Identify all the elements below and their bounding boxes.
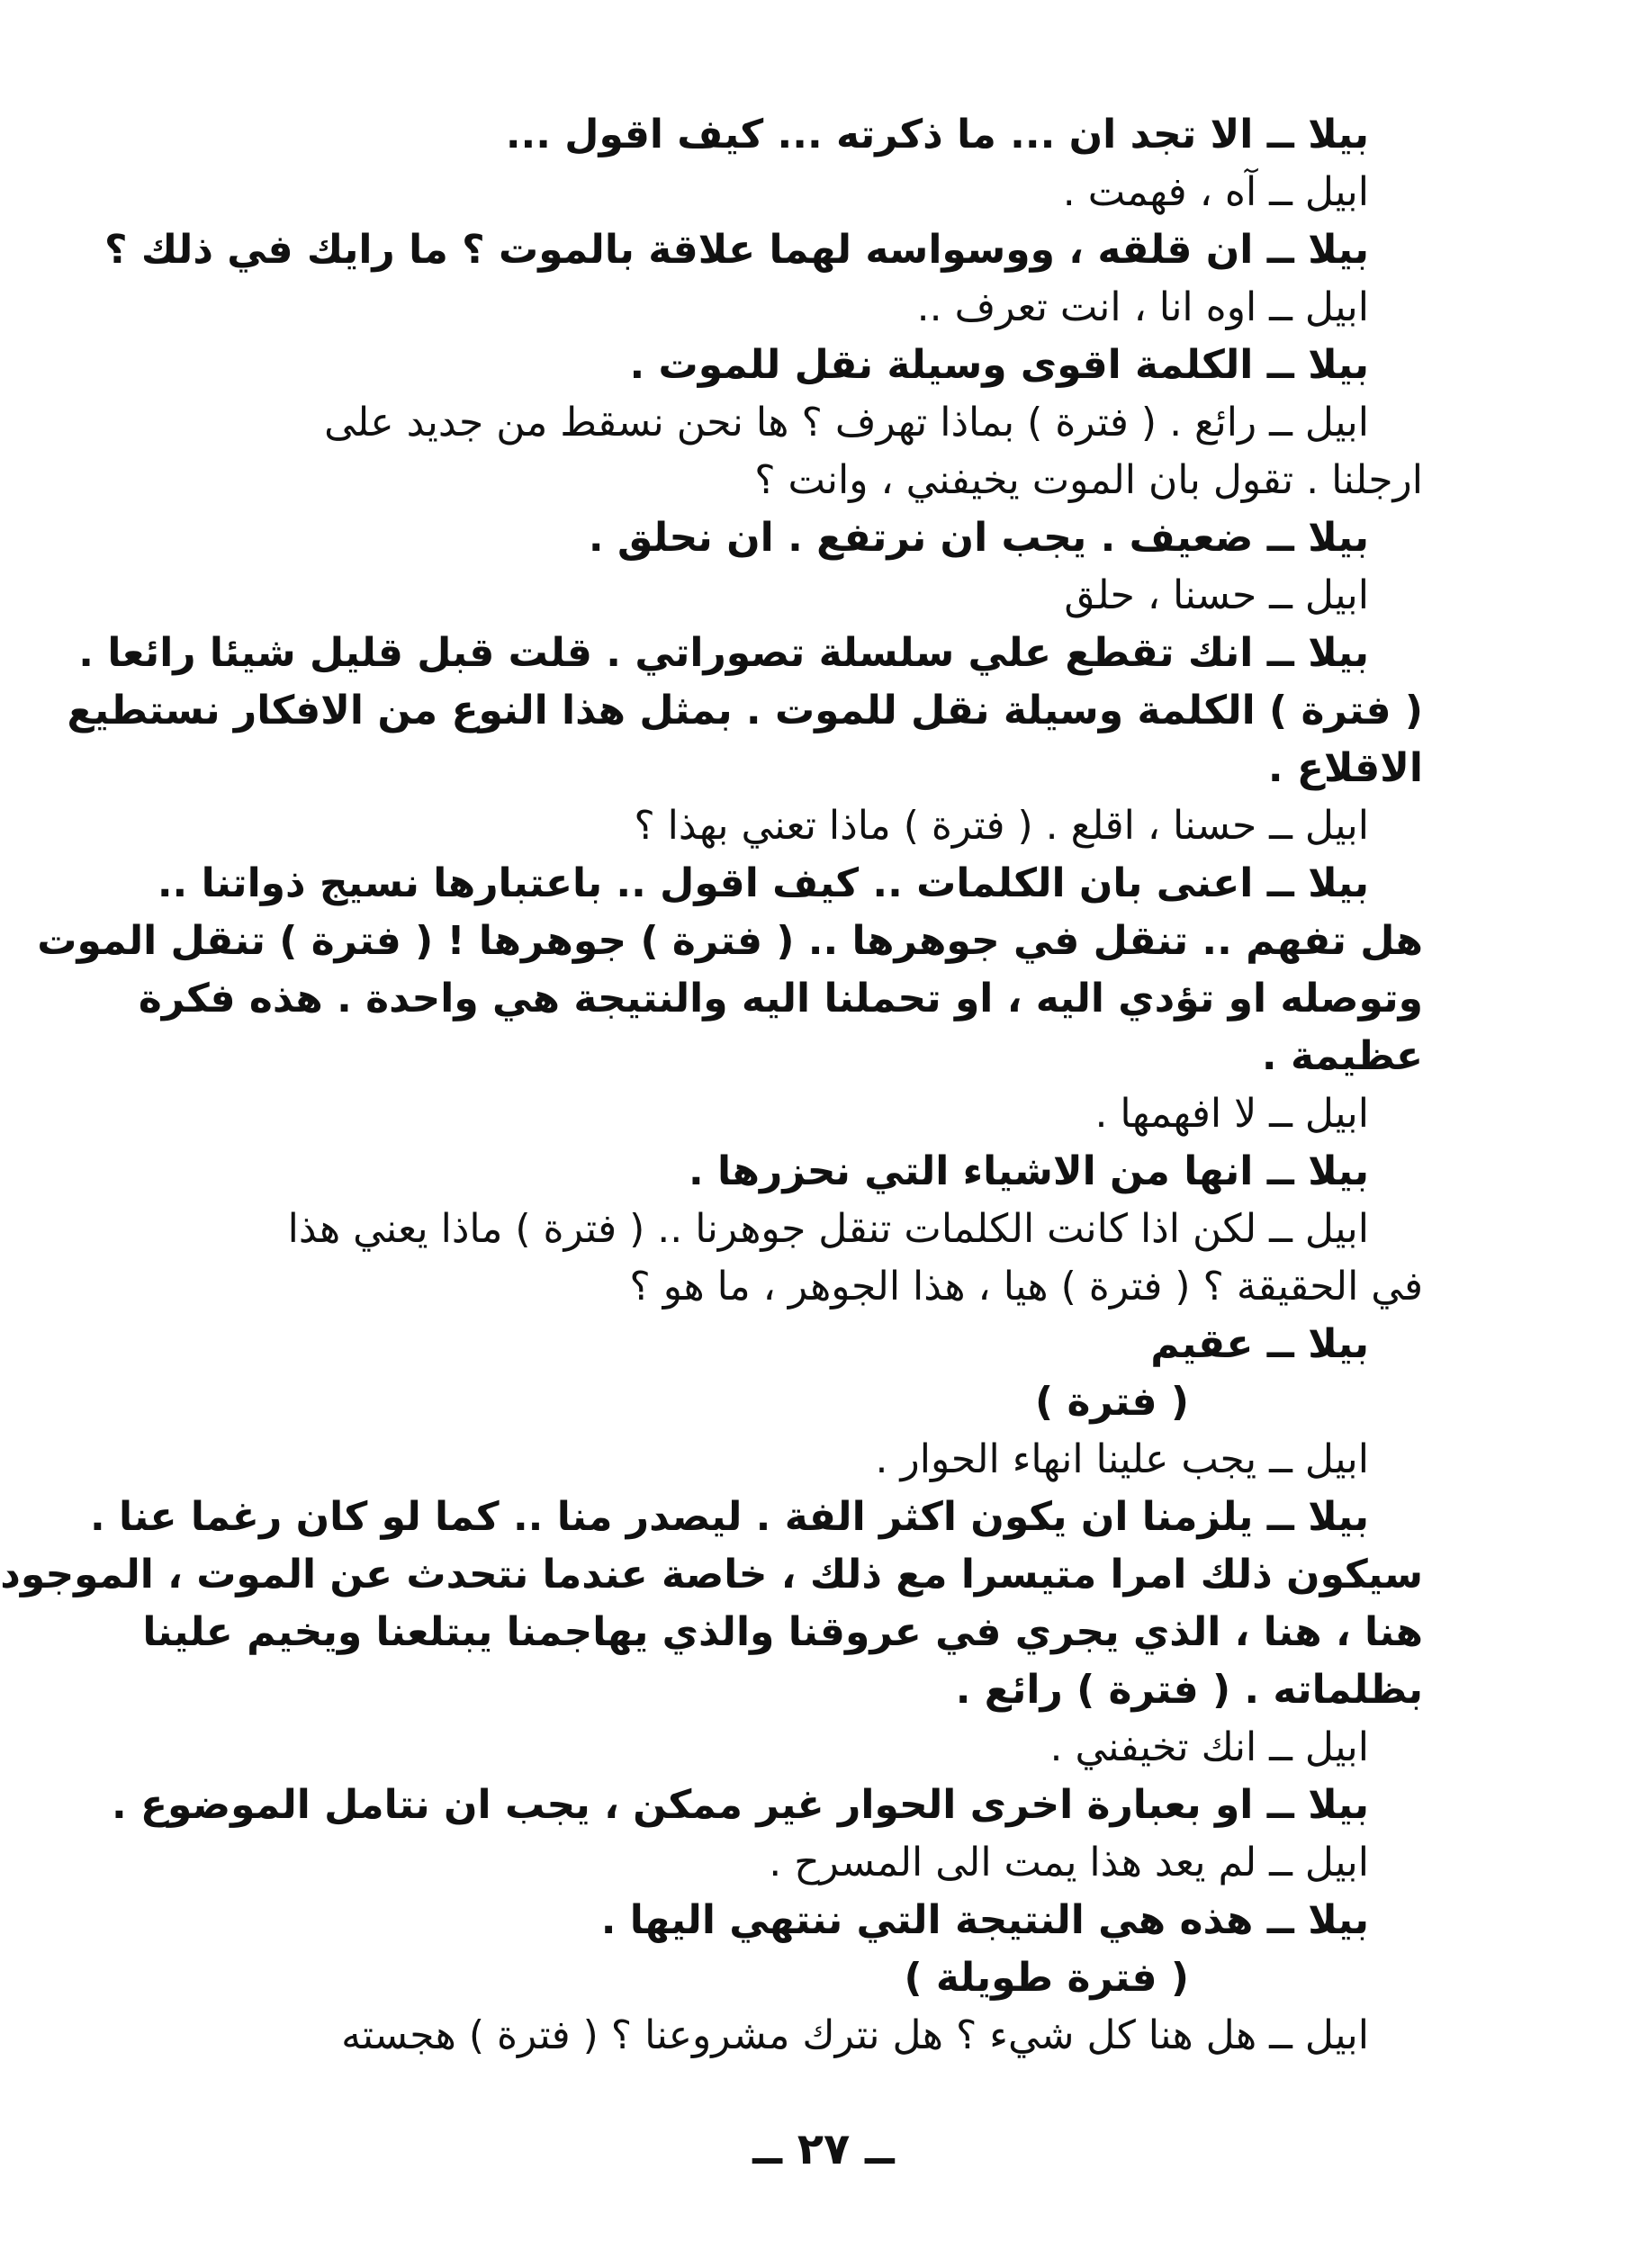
dialogue-line: ابيل ــ آه ، فهمت . [1062, 169, 1369, 215]
dialogue-line: ابيل ــ لم يعد هذا يمت الى المسرح . [769, 1840, 1369, 1886]
dialogue-line: بيلا ــ ضعيف . يجب ان نرتفع . ان نحلق . [588, 515, 1369, 561]
dialogue-line: ابيل ــ حسنا ، اقلع . ( فترة ) ماذا تعني بهذا ؟ [634, 803, 1369, 849]
dialogue-line: بيلا ــ او بعبارة اخرى الحوار غير ممكن ، يجب ان نتامل الموضوع . [111, 1782, 1369, 1828]
dialogue-line: هنا ، هنا ، الذي يجري في عروقنا والذي يهاجمنا يبتلعنا ويخيم علينا [142, 1609, 1423, 1655]
dialogue-line: سيكون ذلك امرا متيسرا مع ذلك ، خاصة عندما نتحدث عن الموت ، الموجود [0, 1552, 1423, 1598]
dialogue-line: بيلا ــ ان قلقه ، ووسواسه لهما علاقة بالموت ؟ ما رايك في ذلك ؟ [104, 227, 1369, 273]
dialogue-line: ابيل ــ انك تخيفني . [1049, 1724, 1369, 1770]
stage-direction: ( فترة ) [1035, 1379, 1189, 1425]
dialogue-line: ابيل ــ هل هنا كل شيء ؟ هل نترك مشروعنا ؟ ( فترة ) هجسته [341, 2012, 1369, 2058]
dialogue-line: ( فترة ) الكلمة وسيلة نقل للموت . بمثل هذا النوع من الافكار نستطيع [67, 688, 1423, 734]
dialogue-line: في الحقيقة ؟ ( فترة ) هيا ، هذا الجوهر ، ما هو ؟ [629, 1264, 1423, 1310]
dialogue-line: بيلا ــ اعنى بان الكلمات .. كيف اقول .. باعتبارها نسيج ذواتنا .. [157, 860, 1369, 906]
dialogue-line: بيلا ــ يلزمنا ان يكون اكثر الفة . ليصدر منا .. كما لو كان رغما عنا . [90, 1494, 1369, 1540]
dialogue-line: بيلا ــ هذه هي النتيجة التي ننتهي اليها . [600, 1897, 1369, 1943]
dialogue-line: عظيمة . [1261, 1033, 1423, 1079]
page-number: ــ ٢٧ ــ [752, 2124, 895, 2174]
dialogue-line: ابيل ــ رائع . ( فترة ) بماذا تهرف ؟ ها نحن نسقط من جديد على [324, 400, 1369, 446]
dialogue-line: ابيل ــ حسنا ، حلق [1064, 572, 1369, 618]
dialogue-line: هل تفهم .. تنقل في جوهرها .. ( فترة ) جوهرها ! ( فترة ) تنقل الموت [37, 918, 1423, 964]
dialogue-text [0, 106, 1423, 2065]
dialogue-line: ابيل ــ لا افهمها . [1094, 1091, 1369, 1137]
dialogue-line: بيلا ــ الا تجد ان ... ما ذكرته ... كيف اقول ... [505, 112, 1369, 158]
stage-direction: ( فترة طويلة ) [904, 1955, 1189, 2001]
dialogue-line: بيلا ــ انك تقطع علي سلسلة تصوراتي . قلت قبل قليل شيئا رائعا . [78, 630, 1369, 676]
dialogue-line: بظلماته . ( فترة ) رائع . [955, 1667, 1423, 1713]
dialogue-line: ابيل ــ اوه انا ، انت تعرف .. [916, 284, 1369, 330]
dialogue-line: ابيل ــ يجب علينا انهاء الحوار . [875, 1436, 1369, 1482]
dialogue-line: ابيل ــ لكن اذا كانت الكلمات تنقل جوهرنا .. ( فترة ) ماذا يعني هذا [287, 1206, 1369, 1252]
dialogue-line: بيلا ــ انها من الاشياء التي نحزرها . [688, 1148, 1369, 1194]
dialogue-line: الاقلاع . [1267, 745, 1423, 791]
dialogue-line: بيلا ــ الكلمة اقوى وسيلة نقل للموت . [629, 342, 1369, 388]
dialogue-line: وتوصله او تؤدي اليه ، او تحملنا اليه والنتيجة هي واحدة . هذه فكرة [138, 976, 1423, 1022]
dialogue-line: ارجلنا . تقول بان الموت يخيفني ، وانت ؟ [754, 457, 1423, 503]
dialogue-line: بيلا ــ عقيم [1150, 1321, 1369, 1367]
